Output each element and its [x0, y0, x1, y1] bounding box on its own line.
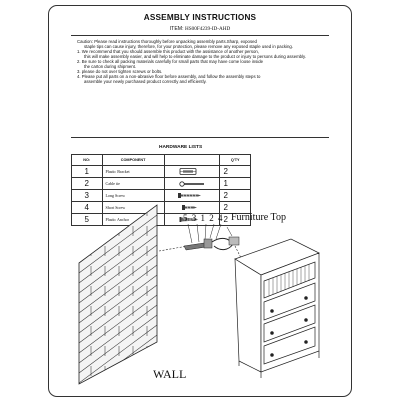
- note-text-cont: this will make assembly easier, and will help to eliminate damage to the product or injury to persons during assembly.: [84, 54, 307, 59]
- note-text: We recommend that you should assemble this product with the assistance of another person,: [81, 49, 259, 54]
- bracket-assembly: [159, 237, 241, 258]
- note-number: 3.: [77, 69, 81, 74]
- note-text: Be sure to check all packing materials carefully for small parts that may have come loose inside: [81, 59, 264, 64]
- note-number: 4.: [77, 74, 81, 79]
- note-number: 2.: [77, 59, 81, 64]
- component-name: Long Screw: [102, 190, 164, 202]
- note-text: Please put all parts on a non-abrasive floor before assembly, and follow the assembly steps to: [81, 74, 261, 79]
- callout-numbers: 5 3 1 2 4: [183, 213, 224, 223]
- item-label: ITEM:: [169, 26, 184, 32]
- component-name: Plastic Bracket: [102, 166, 164, 178]
- note-number: 1.: [77, 49, 81, 54]
- wall-mount-illustration: [49, 6, 351, 396]
- col-header-qty: Q'TY: [220, 155, 251, 166]
- chest-of-drawers: [235, 239, 319, 378]
- page-title: ASSEMBLY INSTRUCTIONS: [143, 13, 257, 22]
- row-number: 5: [72, 214, 103, 226]
- component-name: Short Screw: [102, 202, 164, 214]
- wall-label: WALL: [153, 367, 187, 381]
- quantity: 2: [220, 190, 251, 202]
- instruction-sheet: [48, 5, 352, 397]
- row-number: 4: [72, 202, 103, 214]
- quantity: 1: [220, 178, 251, 190]
- furniture-top-label: Furniture Top: [231, 212, 286, 223]
- caution-text-cont: staple tips can cause injury, therefore, for your protection, please remove any exposed staple used in packing.: [84, 44, 293, 49]
- component-name: Plastic Anchor: [102, 214, 164, 226]
- item-code: HS00F4239-ID-AHD: [185, 26, 231, 32]
- hardware-list-title: HARDWARE LISTS: [159, 145, 203, 150]
- caution-label: Caution:: [77, 39, 94, 44]
- quantity: 2: [220, 166, 251, 178]
- note-text-cont: the carton during shipment.: [84, 64, 137, 69]
- col-header-no: NO:: [72, 155, 103, 166]
- quantity: 2: [220, 214, 251, 226]
- row-number: 1: [72, 166, 103, 178]
- note-text-cont: assemble your newly purchased product correctly and efficiently.: [84, 79, 207, 84]
- caution-text: Please read instructions thoroughly before unpacking assembly parts.Sharp, exposed: [94, 39, 257, 44]
- row-number: 3: [72, 190, 103, 202]
- row-number: 2: [72, 178, 103, 190]
- component-name: Cable tie: [102, 178, 164, 190]
- quantity: 2: [220, 202, 251, 214]
- note-text: please do not over tighten screws or bolts.: [81, 69, 163, 74]
- col-header-component: COMPONENT: [102, 155, 164, 166]
